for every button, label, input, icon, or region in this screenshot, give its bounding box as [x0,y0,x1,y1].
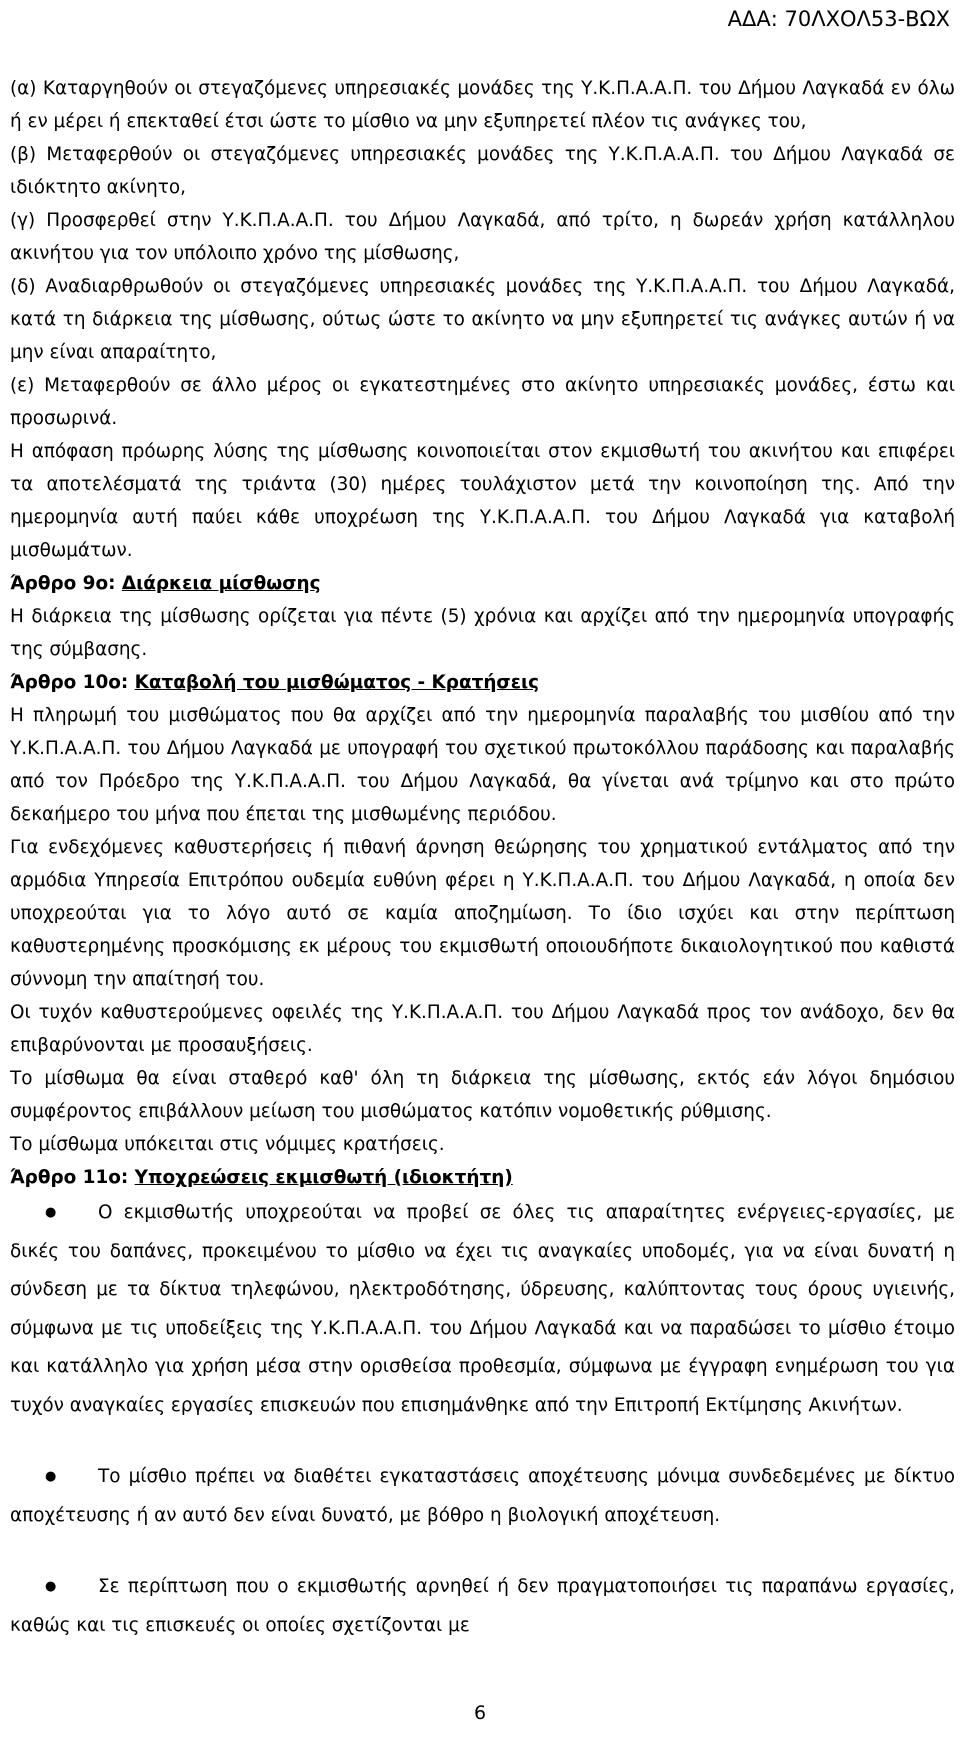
early-termination-paragraph: Η απόφαση πρόωρης λύσης της μίσθωσης κοινοποιείται στον εκμισθωτή του ακινήτου και επιφέρει τα αποτελέσματά της τριάντα (30) ημέρες τουλάχιστον μετά την κοινοποίηση της. Από την ημερομηνία αυτή παύει κάθε υποχρέωση της Υ.Κ.Π.Α.Α.Π. του Δήμου Λαγκαδά για καταβολή μισθωμάτων. [10,441,955,561]
article-11-title: Υποχρεώσεις εκμισθωτή (ιδιοκτήτη) [134,1167,513,1188]
article-10-paragraph: Το μίσθωμα θα είναι σταθερό καθ' όλη τη διάρκεια της μίσθωσης, εκτός εάν λόγοι δημόσιου συμφέροντος επιβάλλουν μείωση του μισθώματος κατόπιν νομοθετικής ρύθμισης. [10,1068,955,1122]
bullet-icon: ● [45,1579,57,1594]
page-number: 6 [473,1702,487,1724]
article-10-paragraph: Η πληρωμή του μισθώματος που θα αρχίζει από την ημερομηνία παραλαβής του μισθίου από την Υ.Κ.Π.Α.Α.Π. του Δήμου Λαγκαδά με υπογραφή του σχετικού πρωτοκόλλου παράδοσης και παραλαβής από τον Πρόεδρο της Υ.Κ.Π.Α.Α.Π. του Δήμου Λαγκαδά, θα γίνεται ανά τρίμηνο και στο πρώτο δεκαήμερο του μήνα που έπεται της μισθωμένης περιόδου. [10,705,955,825]
article-10-paragraph: Οι τυχόν καθυστερούμενες οφειλές της Υ.Κ.Π.Α.Α.Π. του Δήμου Λαγκαδά προς τον ανάδοχο, δεν θα επιβαρύνονται με προσαυξήσεις. [10,1002,955,1056]
article-9-heading [10,567,955,600]
bullet-icon: ● [45,1469,57,1484]
article-9-text: Η διάρκεια της μίσθωσης ορίζεται για πέντε (5) χρόνια και αρχίζει από την ημερομηνία υπογραφής της σύμβασης. [10,606,955,660]
article-9-prefix: Άρθρο 9ο: [10,573,122,594]
clause-d: (δ) Αναδιαρθρωθούν οι στεγαζόμενες υπηρεσιακές μονάδες της Υ.Κ.Π.Α.Α.Π. του Δήμου Λαγκαδά, κατά τη διάρκεια της μίσθωσης, ούτως ώστε το ακίνητο να μην εξυπηρετεί τις ανάγκες αυτών ή να μην είναι απαραίτητο, [10,276,955,363]
bullet-text: Το μίσθιο πρέπει να διαθέτει εγκαταστάσεις αποχέτευσης μόνιμα συνδεδεμένες με δίκτυο αποχέτευσης ή αν αυτό δεν είναι δυνατό, με βόθρο η βιολογική αποχέτευση. [10,1466,955,1526]
article-11-prefix: Άρθρο 11ο: [10,1167,135,1188]
bullet-text: Ο εκμισθωτής υποχρεούται να προβεί σε όλες τις απαραίτητες ενέργειες-εργασίες, με δικές του δαπάνες, προκειμένου το μίσθιο να έχει τις αναγκαίες υποδομές, για να είναι δυνατή η σύνδεση με τα δίκτυα τηλεφώνου, ηλεκτροδότησης, ύδρευσης, καλύπτοντας τους όρους υγιεινής, σύμφωνα με τις υποδείξεις της Υ.Κ.Π.Α.Α.Π. του Δήμου Λαγκαδά και να παραδώσει το μίσθιο έτοιμο και κατάλληλο για χρήση μέσα στην ορισθείσα προθεσμία, σύμφωνα με έγγραφη ενημέρωση του για τυχόν αναγκαίες εργασίες επισκευών που επισημάνθηκε από την Επιτροπή Εκτίμησης Ακινήτων. [10,1202,955,1416]
article-11-bullet-list [10,1194,955,1645]
clause-c: (γ) Προσφερθεί στην Υ.Κ.Π.Α.Α.Π. του Δήμου Λαγκαδά, από τρίτο, η δωρεάν χρήση κατάλληλου ακινήτου για τον υπόλοιπο χρόνο της μίσθωσης, [10,210,955,264]
article-10-heading [10,666,955,699]
document-body [10,72,955,1645]
ada-code: ΑΔΑ: 70ΛΧΟΛ53-ΒΩΧ [727,7,950,31]
clause-b: (β) Μεταφερθούν οι στεγαζόμενες υπηρεσιακές μονάδες της Υ.Κ.Π.Α.Α.Π. του Δήμου Λαγκαδά σε ιδιόκτητο ακίνητο, [10,144,955,198]
article-10-title: Καταβολή του μισθώματος - Κρατήσεις [134,672,540,693]
clause-e: (ε) Μεταφερθούν σε άλλο μέρος οι εγκατεστημένες στο ακίνητο υπηρεσιακές μονάδες, έστω και προσωρινά. [10,375,955,429]
list-item [10,1458,955,1535]
article-10-paragraph: Για ενδεχόμενες καθυστερήσεις ή πιθανή άρνηση θεώρησης του χρηματικού εντάλματος από την αρμόδια Υπηρεσία Επιτρόπου ουδεμία ευθύνη φέρει η Υ.Κ.Π.Α.Α.Π. του Δήμου Λαγκαδά, η οποία δεν υποχρεούται για το λόγο αυτό σε καμία αποζημίωση. Το ίδιο ισχύει και στην περίπτωση καθυστερημένης προσκόμισης εκ μέρους του εκμισθωτή οποιουδήποτε δικαιολογητικού που καθιστά σύννομη την απαίτησή του. [10,837,955,990]
article-9-title: Διάρκεια μίσθωσης [121,573,321,594]
article-11-heading [10,1161,955,1194]
bullet-icon: ● [45,1205,57,1220]
bullet-text: Σε περίπτωση που ο εκμισθωτής αρνηθεί ή δεν πραγματοποιήσει τις παραπάνω εργασίες, καθώς και τις επισκευές οι οποίες σχετίζονται με [10,1576,955,1636]
article-10-paragraph: Το μίσθωμα υπόκειται στις νόμιμες κρατήσεις. [10,1134,445,1155]
clause-a: (α) Καταργηθούν οι στεγαζόμενες υπηρεσιακές μονάδες της Υ.Κ.Π.Α.Α.Π. του Δήμου Λαγκαδά εν όλω ή εν μέρει ή επεκταθεί έτσι ώστε το μίσθιο να μην εξυπηρετεί πλέον τις ανάγκες του, [10,78,955,132]
list-item [10,1194,955,1425]
list-item [10,1568,955,1645]
article-10-prefix: Άρθρο 10ο: [10,672,135,693]
